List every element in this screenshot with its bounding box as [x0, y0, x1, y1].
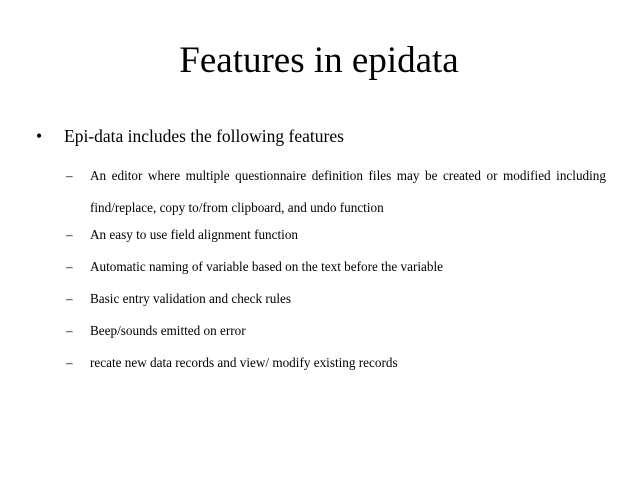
sub-item-editor	[66, 160, 606, 224]
bullet-icon: •	[36, 126, 43, 146]
main-bullet-text: Epi-data includes the following features	[64, 126, 344, 146]
sub-item-naming	[66, 251, 606, 283]
dash-icon: –	[66, 355, 73, 370]
sub-item-text: Beep/sounds emitted on error	[90, 323, 246, 338]
sub-item-beep	[66, 315, 606, 347]
slide-title: Features in epidata	[179, 40, 459, 81]
sub-item-text: Automatic naming of variable based on the text before the variable	[90, 259, 443, 274]
dash-icon: –	[66, 168, 73, 183]
sub-item-text: An easy to use field alignment function	[90, 227, 299, 242]
sub-item-text: An editor where multiple questionnaire definition files may be created or modified including find/replace, copy to/from clipboard, and undo function	[90, 168, 606, 215]
dash-icon: –	[66, 291, 73, 306]
dash-icon: –	[66, 323, 73, 338]
sub-item-text: Basic entry validation and check rules	[90, 291, 292, 306]
sub-item-validation	[66, 283, 606, 315]
dash-icon: –	[66, 259, 73, 274]
sub-item-alignment	[66, 219, 606, 251]
sub-item-records	[66, 347, 606, 379]
sub-item-text: recate new data records and view/ modify existing records	[90, 355, 398, 370]
dash-icon: –	[66, 227, 73, 242]
main-bullet	[36, 122, 606, 150]
